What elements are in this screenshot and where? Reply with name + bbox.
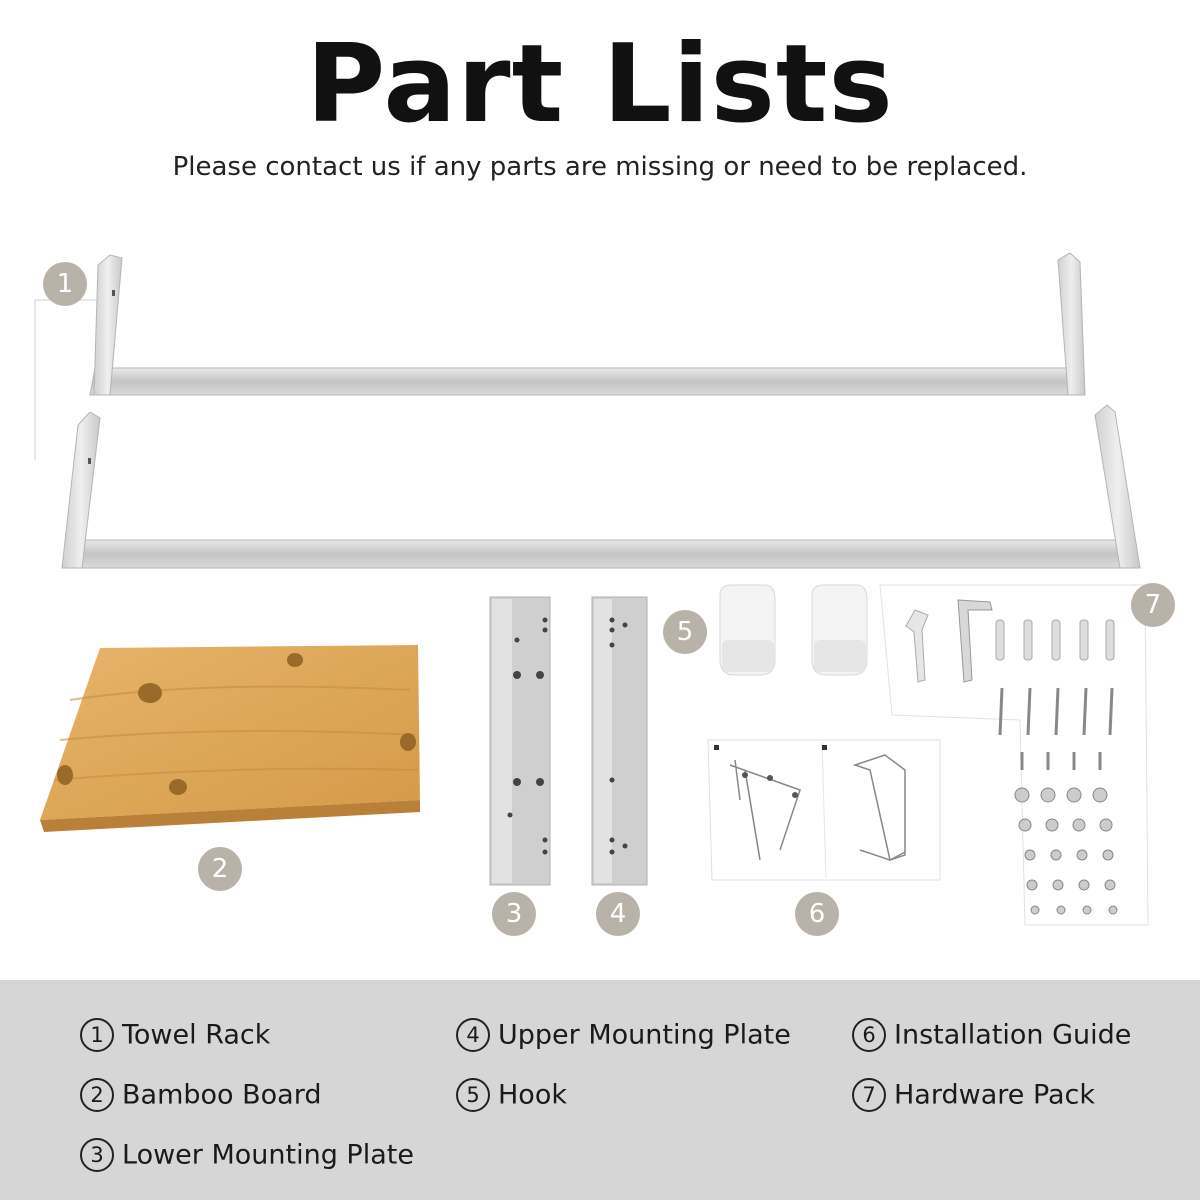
legend-label: Upper Mounting Plate — [498, 1019, 791, 1051]
towel-rack-bottom — [62, 405, 1140, 568]
legend-number: 4 — [456, 1018, 490, 1052]
legend-item-installation-guide — [852, 1018, 1131, 1052]
page-title: Part Lists — [306, 22, 894, 147]
badge-6: 6 — [795, 892, 839, 936]
badge-1: 1 — [43, 262, 87, 306]
legend-number: 3 — [80, 1138, 114, 1172]
badge-3: 3 — [492, 892, 536, 936]
legend-item-upper-mounting-plate — [456, 1018, 791, 1052]
lower-mounting-plate — [490, 597, 550, 885]
legend-number: 7 — [852, 1078, 886, 1112]
legend-item-lower-mounting-plate — [80, 1138, 414, 1172]
legend-label: Hardware Pack — [894, 1079, 1096, 1111]
legend-label: Towel Rack — [122, 1019, 271, 1051]
badge-5: 5 — [663, 610, 707, 654]
legend-item-hook — [456, 1078, 567, 1112]
bamboo-board — [40, 645, 420, 832]
badge-2: 2 — [198, 847, 242, 891]
installation-guide — [708, 740, 940, 880]
legend-item-bamboo-board — [80, 1078, 321, 1112]
legend-number: 5 — [456, 1078, 490, 1112]
legend-item-towel-rack — [80, 1018, 270, 1052]
badge-4: 4 — [596, 892, 640, 936]
towel-rack-top — [90, 253, 1085, 395]
legend-label: Hook — [498, 1079, 567, 1111]
legend-label: Lower Mounting Plate — [122, 1139, 414, 1171]
badge-7: 7 — [1131, 583, 1175, 627]
legend-number: 1 — [80, 1018, 114, 1052]
legend-label: Bamboo Board — [122, 1079, 322, 1111]
legend-item-hardware-pack — [852, 1078, 1095, 1112]
legend-number: 6 — [852, 1018, 886, 1052]
legend-label: Installation Guide — [894, 1019, 1132, 1051]
legend-number: 2 — [80, 1078, 114, 1112]
hooks — [720, 585, 867, 675]
parts-legend — [0, 980, 1200, 1200]
page-subtitle: Please contact us if any parts are missing or need to be replaced. — [172, 152, 1028, 182]
upper-mounting-plate — [592, 597, 647, 885]
